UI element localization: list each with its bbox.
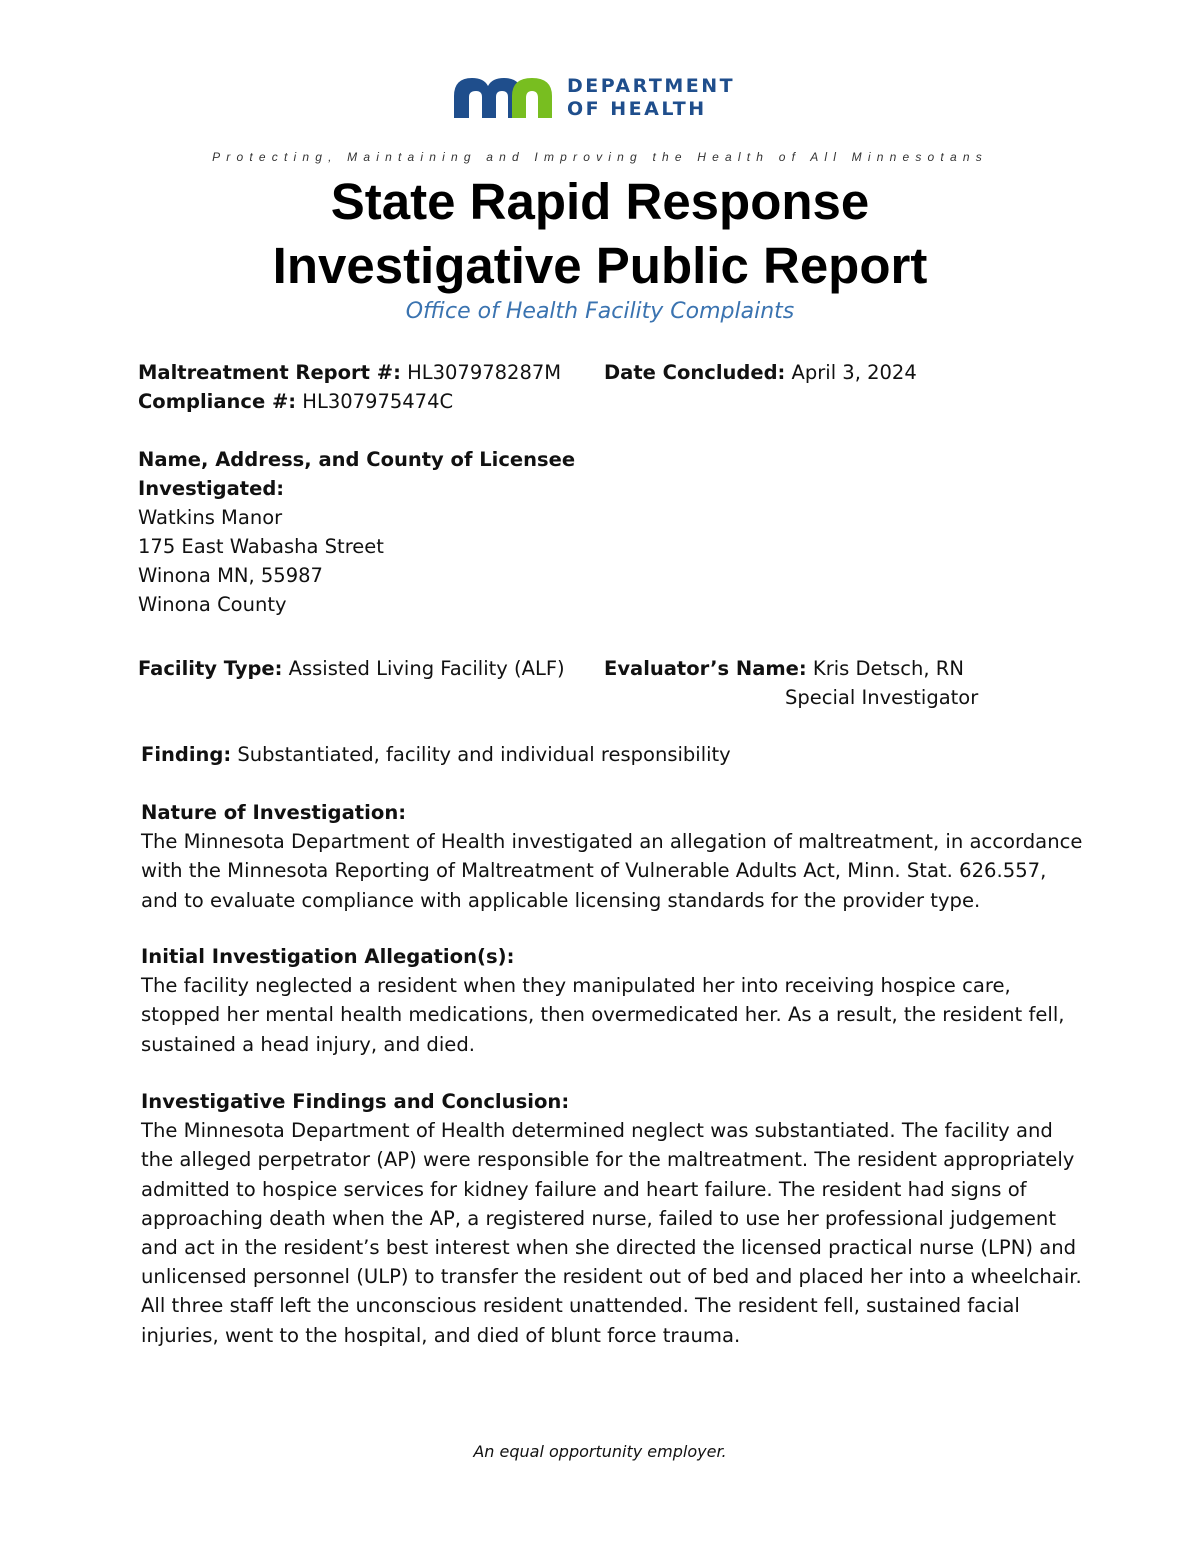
- maltreatment-report-line: [138, 358, 561, 387]
- maltreatment-label: Maltreatment Report #:: [138, 361, 401, 384]
- date-concluded-line: [604, 358, 917, 387]
- allegations-line: stopped her mental health medications, then overmedicated her. As a result, the resident fell,: [141, 1003, 1065, 1027]
- finding-value: Substantiated, facility and individual responsibility: [231, 743, 731, 766]
- date-concluded-value: April 3, 2024: [785, 361, 917, 384]
- office-subtitle: Office of Health Facility Complaints: [405, 299, 795, 324]
- findings-line: unlicensed personnel (ULP) to transfer the resident out of bed and placed her into a wheelchair.: [141, 1265, 1082, 1289]
- allegations-line: sustained a head injury, and died.: [141, 1032, 476, 1056]
- licensee-city: Winona MN, 55987: [138, 564, 323, 587]
- nature-line: and to evaluate compliance with applicable licensing standards for the provider type.: [141, 888, 981, 912]
- date-concluded-label: Date Concluded:: [604, 361, 786, 384]
- evaluator-title: Special Investigator: [785, 686, 979, 709]
- department-of-health-logo: [452, 72, 752, 122]
- licensee-county: Winona County: [138, 593, 287, 616]
- findings-heading: Investigative Findings and Conclusion:: [141, 1090, 570, 1113]
- compliance-value: HL307975474C: [296, 390, 454, 413]
- title-line-2: Investigative Public Report: [272, 237, 928, 294]
- nature-heading: Nature of Investigation:: [141, 801, 407, 824]
- evaluator-line: [604, 654, 964, 683]
- page-title: [0, 170, 1200, 298]
- logo-text-department: DEPARTMENT: [567, 75, 736, 97]
- licensee-street: 175 East Wabasha Street: [138, 535, 384, 558]
- logo-n-shape: [512, 78, 552, 118]
- title-line-1: State Rapid Response: [330, 173, 870, 230]
- compliance-label: Compliance #:: [138, 390, 297, 413]
- licensee-name: Watkins Manor: [138, 506, 283, 529]
- licensee-heading-line-2: Investigated:: [138, 477, 285, 500]
- findings-line: All three staff left the unconscious resident unattended. The resident fell, sustained facial: [141, 1294, 1020, 1318]
- findings-line: injuries, went to the hospital, and died of blunt force trauma.: [141, 1323, 741, 1347]
- nature-line: with the Minnesota Reporting of Maltreatment of Vulnerable Adults Act, Minn. Stat. 626.557,: [141, 859, 1047, 883]
- maltreatment-value: HL307978287M: [400, 361, 562, 384]
- findings-line: approaching death when the AP, a registered nurse, failed to use her professional judgement: [141, 1206, 1057, 1230]
- findings-line: The Minnesota Department of Health determined neglect was substantiated. The facility and: [141, 1119, 1053, 1143]
- findings-section: [141, 1087, 1082, 1350]
- evaluator-label: Evaluator’s Name:: [604, 657, 807, 680]
- footer-text: An equal opportunity employer.: [473, 1442, 727, 1461]
- nature-line: The Minnesota Department of Health investigated an allegation of maltreatment, in accordance: [141, 830, 1083, 854]
- logo-m-shape: [454, 78, 522, 118]
- evaluator-value: Kris Detsch, RN: [806, 657, 964, 680]
- facility-type-line: [138, 654, 565, 683]
- findings-line: admitted to hospice services for kidney failure and heart failure. The resident had signs of: [141, 1177, 1027, 1201]
- facility-type-value: Assisted Living Facility (ALF): [282, 657, 565, 680]
- allegations-line: The facility neglected a resident when they manipulated her into receiving hospice care,: [141, 974, 1011, 998]
- compliance-line: [138, 387, 453, 416]
- licensee-heading-line-1: Name, Address, and County of Licensee: [138, 448, 576, 471]
- finding-line: [141, 740, 731, 769]
- finding-label: Finding:: [141, 743, 232, 766]
- facility-type-label: Facility Type:: [138, 657, 283, 680]
- nature-section: [141, 798, 1083, 915]
- allegations-heading: Initial Investigation Allegation(s):: [141, 945, 515, 968]
- logo-text-of-health: OF HEALTH: [567, 98, 707, 120]
- findings-line: and act in the resident’s best interest when she directed the licensed practical nurse (LPN) and: [141, 1236, 1077, 1260]
- allegations-section: [141, 942, 1071, 1059]
- findings-line: the alleged perpetrator (AP) were responsible for the maltreatment. The resident appropriately: [141, 1148, 1075, 1172]
- tagline: Protecting, Maintaining and Improving the Health of All Minnesotans: [212, 150, 988, 164]
